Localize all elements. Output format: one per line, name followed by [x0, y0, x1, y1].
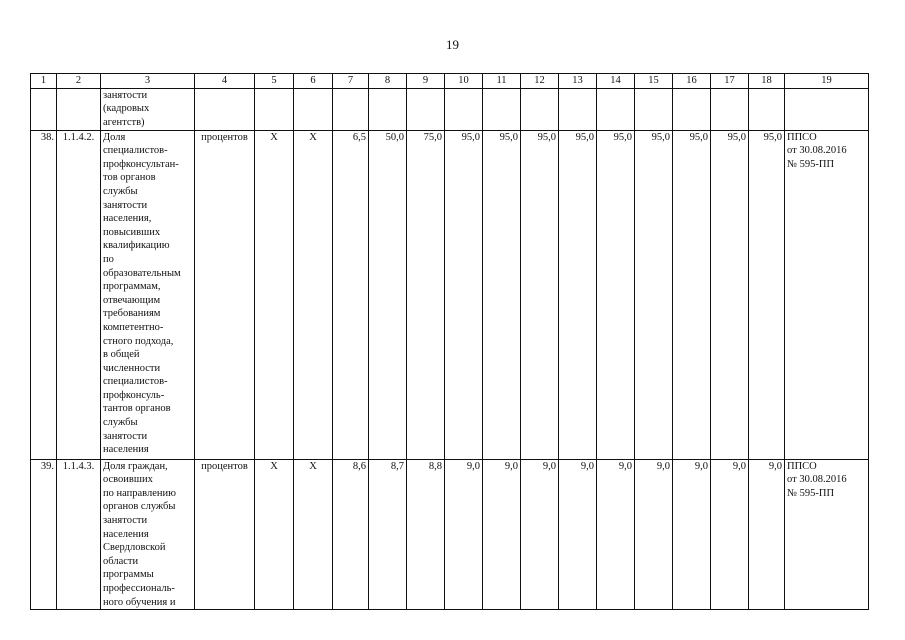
row-number: 38.	[31, 130, 57, 459]
table-row	[31, 459, 869, 610]
value-cell: 50,0	[369, 130, 407, 459]
value-cell: 9,0	[749, 459, 785, 610]
column-5-value: X	[255, 130, 294, 459]
value-cell: 95,0	[559, 130, 597, 459]
value-cell: 9,0	[635, 459, 673, 610]
column-number-11: 11	[483, 74, 521, 89]
column-number-10: 10	[445, 74, 483, 89]
cell-empty	[57, 88, 101, 130]
cell-empty	[31, 88, 57, 130]
unit-of-measure: процентов	[195, 130, 255, 459]
indicator-name-continuation: занятости (кадровых агентств)	[101, 88, 195, 130]
column-number-4: 4	[195, 74, 255, 89]
cell-empty	[521, 88, 559, 130]
value-cell: 9,0	[521, 459, 559, 610]
cell-empty	[255, 88, 294, 130]
table-row-continuation	[31, 88, 869, 130]
column-number-3: 3	[101, 74, 195, 89]
value-cell: 9,0	[445, 459, 483, 610]
value-cell: 9,0	[673, 459, 711, 610]
cell-empty	[749, 88, 785, 130]
column-number-15: 15	[635, 74, 673, 89]
column-5-value: X	[255, 459, 294, 610]
column-number-17: 17	[711, 74, 749, 89]
cell-empty	[369, 88, 407, 130]
column-number-13: 13	[559, 74, 597, 89]
column-number-12: 12	[521, 74, 559, 89]
cell-empty	[445, 88, 483, 130]
column-number-6: 6	[294, 74, 333, 89]
column-number-row	[31, 74, 869, 89]
cell-empty	[559, 88, 597, 130]
column-6-value: X	[294, 130, 333, 459]
column-number-14: 14	[597, 74, 635, 89]
value-cell: 8,6	[333, 459, 369, 610]
value-cell: 95,0	[597, 130, 635, 459]
column-6-value: X	[294, 459, 333, 610]
value-cell: 95,0	[521, 130, 559, 459]
source-document: ППСО от 30.08.2016 № 595-ПП	[785, 130, 869, 459]
value-cell: 9,0	[483, 459, 521, 610]
table-row	[31, 130, 869, 459]
unit-of-measure: процентов	[195, 459, 255, 610]
cell-empty	[711, 88, 749, 130]
cell-empty	[333, 88, 369, 130]
value-cell: 9,0	[711, 459, 749, 610]
source-document: ППСО от 30.08.2016 № 595-ПП	[785, 459, 869, 610]
cell-empty	[597, 88, 635, 130]
indicator-name: Доля специалистов- профконсультан- тов органов службы занятости населения, повысивших квалификацию по образовательным программам, отвечающим требованиям компетентно- стного подхода, в общей численности специалистов- профконсуль- тантов органов службы занятости населения	[101, 130, 195, 459]
value-cell: 9,0	[559, 459, 597, 610]
column-number-8: 8	[369, 74, 407, 89]
value-cell: 95,0	[635, 130, 673, 459]
value-cell: 75,0	[407, 130, 445, 459]
column-number-19: 19	[785, 74, 869, 89]
cell-empty	[483, 88, 521, 130]
page-number: 19	[446, 37, 459, 52]
cell-empty	[195, 88, 255, 130]
value-cell: 6,5	[333, 130, 369, 459]
cell-empty	[294, 88, 333, 130]
column-number-2: 2	[57, 74, 101, 89]
indicator-name: Доля граждан, освоивших по направлению органов службы занятости населения Свердловской области программы профессиональ- ного обучения и	[101, 459, 195, 610]
column-number-9: 9	[407, 74, 445, 89]
column-number-16: 16	[673, 74, 711, 89]
row-code: 1.1.4.3.	[57, 459, 101, 610]
row-number: 39.	[31, 459, 57, 610]
column-number-1: 1	[31, 74, 57, 89]
value-cell: 8,8	[407, 459, 445, 610]
indicators-table	[30, 73, 869, 610]
value-cell: 95,0	[711, 130, 749, 459]
column-number-18: 18	[749, 74, 785, 89]
value-cell: 8,7	[369, 459, 407, 610]
value-cell: 95,0	[483, 130, 521, 459]
value-cell: 95,0	[445, 130, 483, 459]
value-cell: 9,0	[597, 459, 635, 610]
row-code: 1.1.4.2.	[57, 130, 101, 459]
value-cell: 95,0	[673, 130, 711, 459]
cell-empty	[635, 88, 673, 130]
cell-empty	[673, 88, 711, 130]
column-number-7: 7	[333, 74, 369, 89]
cell-empty	[785, 88, 869, 130]
cell-empty	[407, 88, 445, 130]
value-cell: 95,0	[749, 130, 785, 459]
column-number-5: 5	[255, 74, 294, 89]
